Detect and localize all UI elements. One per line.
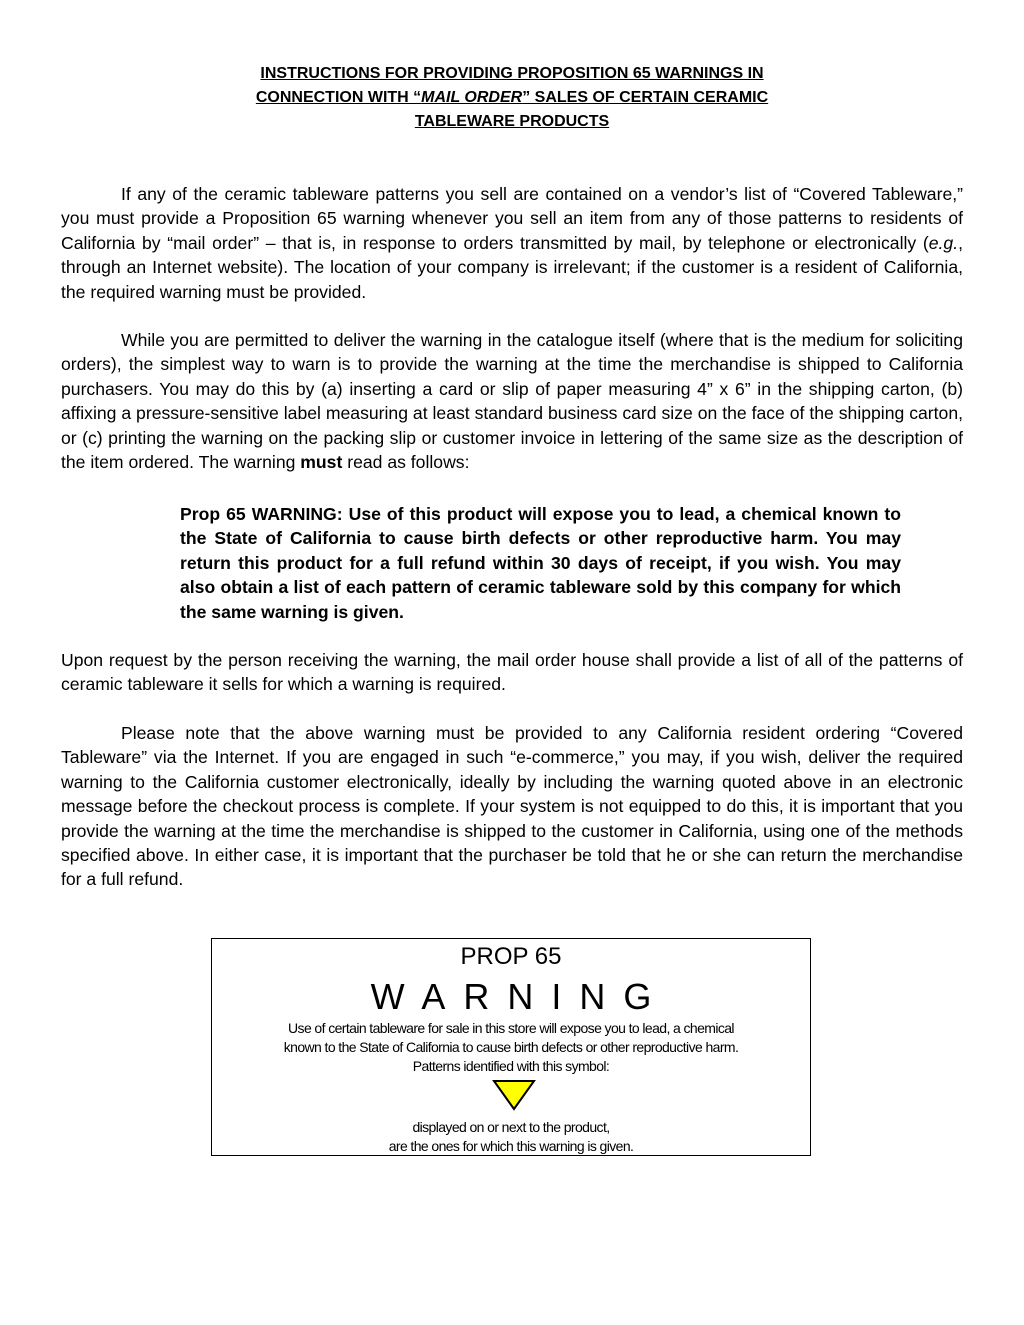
paragraph-list-request: Upon request by the person receiving the warning, the mail order house shall provide a list of all of the patterns of ceramic tableware it sells for which a warning is required. <box>61 650 963 695</box>
prop65-warning-sign <box>211 938 811 1156</box>
paragraph-2-text-a: While you are permitted to deliver the warning in the catalogue itself (where that is the medium for soliciting orders), the simplest way to warn is to provide the warning at the time the merchandise is shipped to California purchasers. You may do this by (a) inserting a card or slip of paper measuring 4” x 6” in the shipping carton, (b) affixing a pressure-sensitive label measuring at least standard business card size on the face of the shipping carton, or (c) printing the warning on the packing slip or customer invoice in lettering of the same size as the description of the item ordered. The warning <box>61 330 963 473</box>
warning-sign-word: WARNING <box>370 976 670 1017</box>
heading-line-3: TABLEWARE PRODUCTS <box>414 113 610 130</box>
warning-sign-title: PROP 65 <box>460 943 562 970</box>
paragraph-1-text-a: If any of the ceramic tableware patterns you sell are contained on a vendor’s list of “Covered Tableware,” you must provide a Proposition 65 warning whenever you sell an item from any of those patterns to residents of California by “mail order” – that is, in response to orders transmitted by mail, by telephone or electronically ( <box>61 184 963 253</box>
heading-line-2 <box>200 86 824 110</box>
paragraph-internet-orders: Please note that the above warning must be provided to any California resident ordering “Covered Tableware” via the Internet. If you are engaged in such “e-commerce,” you may, if you wish, deliver the required warning to the California customer electronically, ideally by including the warning quoted above in an electronic message before the checkout process is complete. If your system is not equipped to do this, it is important that you provide the warning at the time the merchandise is shipped to the customer in California, using one of the methods specified above. In either case, it is important that the purchaser be told that he or she can return the merchandise for a full refund. <box>61 723 963 890</box>
paragraph-2-text-b: read as follows: <box>342 452 470 473</box>
warning-sign-body <box>222 1019 800 1076</box>
heading-mail-order: MAIL ORDER <box>421 89 523 106</box>
heading-line-1: INSTRUCTIONS FOR PROVIDING PROPOSITION 65 WARNINGS IN <box>260 65 764 82</box>
warning-sign-foot-line-2: are the ones for which this warning is given. <box>388 1138 634 1154</box>
paragraph-covered-tableware <box>61 182 963 304</box>
quoted-warning-text: Prop 65 WARNING: Use of this product will expose you to lead, a chemical known to the State of California to cause birth defects or other reproductive harm. You may return this product for a full refund within 30 days of receipt, if you wish. You may also obtain a list of each pattern of ceramic tableware sold by this company for which the same warning is given. <box>180 504 901 622</box>
paragraph-2-must: must <box>300 452 343 473</box>
paragraph-delivery-methods <box>61 328 963 474</box>
paragraph-1-eg: e.g. <box>928 232 959 253</box>
warning-sign-body-line-2: known to the State of California to cause birth defects or other reproductive harm. <box>283 1039 739 1055</box>
warning-sign-foot-line-1: displayed on or next to the product, <box>412 1119 610 1135</box>
warning-sign-footer <box>222 1118 800 1156</box>
heading-line-2-post: ” SALES OF CERTAIN CERAMIC <box>522 89 769 106</box>
heading-line-2-pre: CONNECTION WITH “ <box>255 89 422 106</box>
warning-sign-body-line-1: Use of certain tableware for sale in this store will expose you to lead, a chemical <box>288 1020 734 1036</box>
document-heading <box>200 62 824 134</box>
paragraph-1-text-b: , through an Internet website). The location of your company is irrelevant; if the customer is a resident of California, the required warning must be provided. <box>61 232 963 302</box>
yellow-down-triangle-icon <box>492 1079 536 1111</box>
warning-sign-body-line-3: Patterns identified with this symbol: <box>412 1058 610 1074</box>
